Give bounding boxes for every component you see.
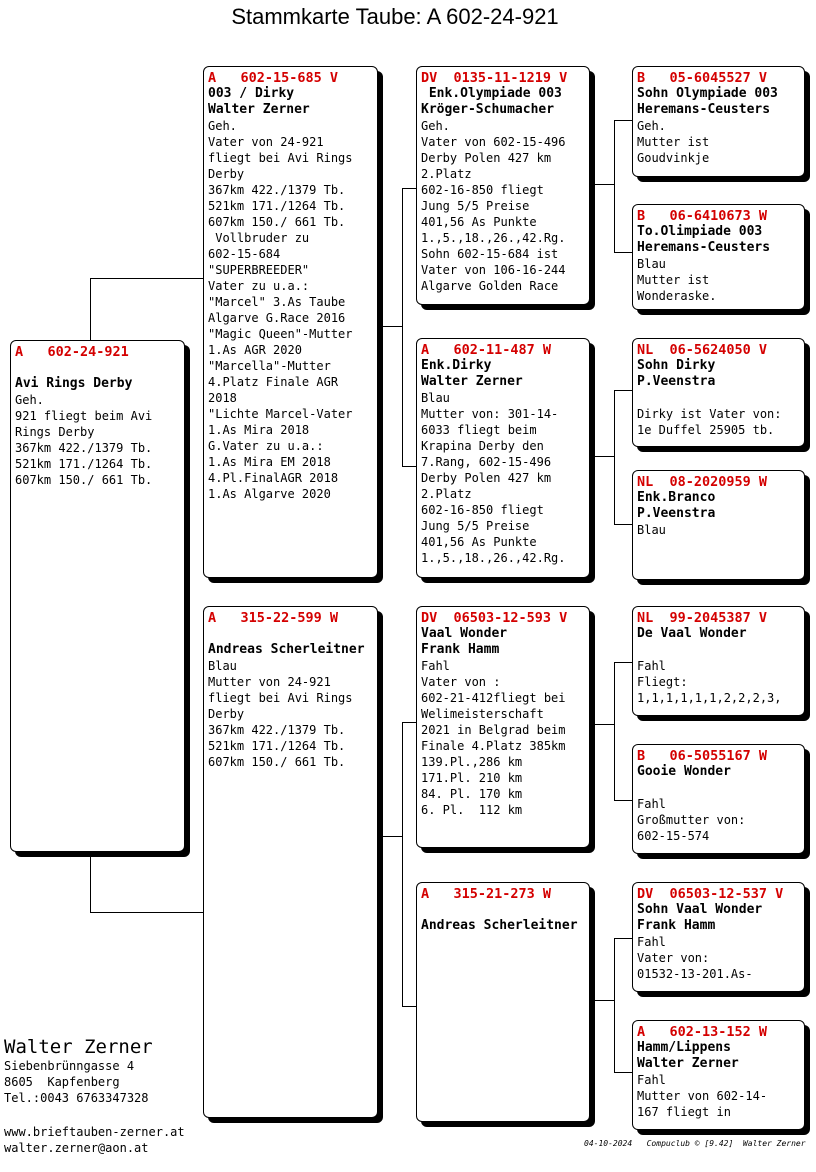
connector-line [614, 390, 632, 391]
pedigree-box-father-mother [416, 338, 590, 578]
bird-name-line: Kröger-Schumacher [421, 102, 555, 117]
bird-name-line: Sohn Vaal Wonder [637, 902, 763, 917]
bird-info-line: 521km 171./1264 Tb. [15, 457, 153, 471]
connector-line [590, 724, 614, 725]
pedigree-box-mff [632, 606, 805, 716]
connector-line [614, 252, 632, 253]
bird-info-line: Mutter von 602-14- [637, 1089, 768, 1103]
ring-number: DV 0135-11-1219 V [421, 70, 568, 86]
page-title: Stammkarte Taube: A 602-24-921 [231, 4, 559, 29]
ring-number: B 06-5055167 W [637, 748, 768, 764]
bird-name-line: Enk.Branco [637, 490, 716, 505]
bird-info-line: Jung 5/5 Preise [421, 199, 530, 213]
bird-name-line: To.Olimpiade 003 [637, 224, 763, 239]
bird-name-line: Andreas Scherleitner [421, 918, 578, 933]
bird-info-line: 921 fliegt beim Avi [15, 409, 153, 423]
bird-info-line: 7.Rang, 602-15-496 [421, 455, 552, 469]
breeder-street: Siebenbrünngasse 4 [4, 1059, 135, 1073]
connector-line [90, 278, 204, 279]
connector-line [378, 836, 402, 837]
bird-name-line: Sohn Dirky [637, 358, 716, 373]
bird-info-line: Welimeisterschaft [421, 707, 544, 721]
bird-name-line: Heremans-Ceusters [637, 102, 771, 117]
bird-name-line [421, 902, 585, 918]
connector-line [614, 938, 632, 939]
bird-name-line: Walter Zerner [421, 374, 523, 389]
bird-info-line: 1e Duffel 25905 tb. [637, 423, 775, 437]
pedigree-box-mother-mother [416, 882, 590, 1122]
bird-info-line: fliegt bei Avi Rings [208, 151, 353, 165]
bird-info-line: Derby [208, 167, 245, 181]
connector-line [590, 456, 614, 457]
ring-number: B 06-6410673 W [637, 208, 768, 224]
bird-info-line: "Marcella"-Mutter [208, 359, 331, 373]
bird-info-line: Algarve G.Race 2016 [208, 311, 346, 325]
bird-info-line: Großmutter von: [637, 813, 746, 827]
bird-info-line: 1.,5.,18.,26.,42.Rg. [421, 231, 566, 245]
connector-line [378, 326, 402, 327]
connector-line [402, 722, 403, 1006]
pedigree-box-father [203, 66, 378, 578]
connector-line [402, 722, 416, 723]
bird-info-line: Blau [421, 391, 450, 405]
connector-line [614, 662, 632, 663]
bird-info-line: 367km 422./1379 Tb. [208, 723, 346, 737]
bird-info-line: Mutter ist [637, 273, 710, 287]
bird-name-line: P.Veenstra [637, 506, 716, 521]
connector-line [90, 912, 204, 913]
bird-info-line: G.Vater zu u.a.: [208, 439, 324, 453]
bird-info-line: 602-15-684 [208, 247, 281, 261]
breeder-contact [4, 1124, 185, 1156]
bird-info-line: "Lichte Marcel-Vater [208, 407, 353, 421]
bird-info-line [637, 390, 800, 406]
bird-info-line: 1.As Mira 2018 [208, 423, 310, 437]
bird-info-line: fliegt bei Avi Rings [208, 691, 353, 705]
bird-info-line: 401,56 As Punkte [421, 535, 537, 549]
bird-info-line: 602-15-574 [637, 829, 710, 843]
connector-line [402, 188, 403, 466]
bird-info-line: Fahl [421, 659, 450, 673]
bird-info-line: Vater zu u.a.: [208, 279, 310, 293]
connector-line [614, 524, 632, 525]
connector-line [614, 120, 632, 121]
ring-number: B 05-6045527 V [637, 70, 768, 86]
bird-info-line: Rings Derby [15, 425, 95, 439]
ring-number: A 602-24-921 [15, 344, 129, 360]
pedigree-box-ffm [632, 204, 805, 310]
bird-info-line: 84. Pl. 170 km [421, 787, 523, 801]
bird-info-line: Derby Polen 427 km [421, 471, 552, 485]
bird-name-line: Walter Zerner [637, 1056, 739, 1071]
email-link[interactable]: walter.zerner@aon.at [4, 1141, 149, 1155]
bird-name-line: P.Veenstra [637, 374, 716, 389]
breeder-name: Walter Zerner [4, 1036, 153, 1058]
ring-number: A 602-13-152 W [637, 1024, 768, 1040]
connector-line [590, 1000, 614, 1001]
bird-info-line: Mutter von: 301-14- [421, 407, 559, 421]
bird-info-line: 1,1,1,1,1,1,2,2,2,3, [637, 691, 782, 705]
bird-name-line: Hamm/Lippens [637, 1040, 731, 1055]
connector-line [614, 120, 615, 252]
ring-number: A 602-15-685 V [208, 70, 339, 86]
bird-info-line: 367km 422./1379 Tb. [208, 183, 346, 197]
breeder-info [4, 1036, 153, 1106]
bird-info-line: Geh. [421, 119, 450, 133]
bird-info-line: Geh. [637, 119, 666, 133]
bird-info-line: 1.As Algarve 2020 [208, 487, 331, 501]
bird-info-line: 602-16-850 fliegt [421, 503, 544, 517]
bird-info-line: Jung 5/5 Preise [421, 519, 530, 533]
pedigree-box-fmf [632, 338, 805, 447]
bird-name-line: 003 / Dirky [208, 86, 295, 101]
ring-number: DV 06503-12-593 V [421, 610, 568, 626]
bird-info-line: 521km 171./1264 Tb. [208, 199, 346, 213]
bird-info-line: "Marcel" 3.As Taube [208, 295, 346, 309]
bird-info-line: 6033 fliegt beim [421, 423, 537, 437]
pedigree-box-fmm [632, 470, 805, 580]
bird-info-line: Vater von: [637, 951, 710, 965]
bird-info-line: Fliegt: [637, 675, 688, 689]
bird-info-line: 2021 in Belgrad beim [421, 723, 566, 737]
pedigree-box-fff [632, 66, 805, 177]
ring-number: A 602-11-487 W [421, 342, 552, 358]
bird-info-line: 607km 150./ 661 Tb. [208, 755, 346, 769]
bird-name-line: Andreas Scherleitner [208, 642, 365, 657]
bird-info-line: Geh. [208, 119, 237, 133]
bird-info-line: Derby Polen 427 km [421, 151, 552, 165]
bird-info-line: 167 fliegt in [637, 1105, 731, 1119]
bird-info-line: Mutter ist [637, 135, 710, 149]
bird-info-line: 401,56 As Punkte [421, 215, 537, 229]
ring-number: NL 06-5624050 V [637, 342, 768, 358]
pedigree-box-mmf [632, 882, 805, 992]
bird-info-line: 2.Platz [421, 487, 472, 501]
bird-info-line: Vater von : [421, 675, 501, 689]
connector-line [614, 662, 615, 800]
bird-info-line: 4.Platz Finale AGR [208, 375, 339, 389]
bird-info-line: 139.Pl.,286 km [421, 755, 523, 769]
bird-info-line: 607km 150./ 661 Tb. [15, 473, 153, 487]
bird-info-line: Derby [208, 707, 245, 721]
bird-info-line [637, 642, 800, 658]
pedigree-box-mfm [632, 744, 805, 854]
bird-name-line: Enk.Olympiade 003 [421, 86, 562, 101]
bird-name-line: Frank Hamm [421, 642, 500, 657]
bird-name-line: Gooie Wonder [637, 764, 731, 779]
bird-info-line: Vater von 24-921 [208, 135, 324, 149]
bird-info-line: Dirky ist Vater von: [637, 407, 782, 421]
bird-info-line: Geh. [15, 393, 44, 407]
connector-line [614, 938, 615, 1072]
pedigree-box-mother [203, 606, 378, 1118]
bird-info-line: 2018 [208, 391, 237, 405]
bird-info-line: 1.As AGR 2020 [208, 343, 302, 357]
bird-info-line: 607km 150./ 661 Tb. [208, 215, 346, 229]
ring-number: A 315-21-273 W [421, 886, 552, 902]
bird-info-line: 367km 422./1379 Tb. [15, 441, 153, 455]
bird-name-line: Enk.Dirky [421, 358, 492, 373]
bird-info-line: Blau [637, 257, 666, 271]
bird-info-line: "Magic Queen"-Mutter [208, 327, 353, 341]
bird-info-line: Vater von 602-15-496 [421, 135, 566, 149]
bird-info-line: Goudvinkje [637, 151, 710, 165]
bird-name-line: Avi Rings Derby [15, 376, 133, 391]
connector-line [590, 184, 614, 185]
pedigree-box-father-father [416, 66, 590, 305]
connector-line [614, 800, 632, 801]
bird-info-line: 1.As Mira EM 2018 [208, 455, 331, 469]
bird-info-line: 171.Pl. 210 km [421, 771, 523, 785]
bird-info-line: Wonderaske. [637, 289, 717, 303]
connector-line [90, 852, 91, 912]
connector-line [614, 1072, 632, 1073]
bird-info-line: 01532-13-201.As- [637, 967, 753, 981]
website-link[interactable]: www.brieftauben-zerner.at [4, 1125, 185, 1139]
bird-info-line: 6. Pl. 112 km [421, 803, 523, 817]
bird-info-line: 602-21-412fliegt bei [421, 691, 566, 705]
bird-name-line: Frank Hamm [637, 918, 716, 933]
bird-info-line: Algarve Golden Race [421, 279, 559, 293]
connector-line [402, 466, 416, 467]
pedigree-box-mother-father [416, 606, 590, 848]
bird-info-line: Fahl [637, 659, 666, 673]
bird-name-line: De Vaal Wonder [637, 626, 747, 641]
bird-info-line: 602-16-850 fliegt [421, 183, 544, 197]
bird-info-line: Sohn 602-15-684 ist [421, 247, 559, 261]
bird-name-line: Vaal Wonder [421, 626, 508, 641]
bird-info-line: 1.,5.,18.,26.,42.Rg. [421, 551, 566, 565]
bird-info-line: Mutter von 24-921 [208, 675, 331, 689]
ring-number: DV 06503-12-537 V [637, 886, 784, 902]
bird-info-line: 4.Pl.FinalAGR 2018 [208, 471, 339, 485]
bird-info-line: Vollbruder zu [208, 231, 310, 245]
connector-line [90, 278, 91, 341]
bird-info-line: Vater von 106-16-244 [421, 263, 566, 277]
bird-info-line [637, 780, 800, 796]
bird-info-line: Blau [208, 659, 237, 673]
connector-line [402, 1006, 416, 1007]
connector-line [402, 188, 416, 189]
bird-info-line: Finale 4.Platz 385km [421, 739, 566, 753]
bird-info-line: "SUPERBREEDER" [208, 263, 310, 277]
bird-info-line: Blau [637, 523, 666, 537]
print-stamp: 04-10-2024 Compuclub © [9.42] Walter Zerner [584, 1139, 806, 1148]
bird-info-line: Fahl [637, 1073, 666, 1087]
bird-info-line: Krapina Derby den [421, 439, 544, 453]
connector-line [614, 390, 615, 524]
breeder-city: 8605 Kapfenberg [4, 1075, 120, 1089]
bird-info-line: Fahl [637, 935, 666, 949]
bird-name-line: Sohn Olympiade 003 [637, 86, 778, 101]
bird-info-line: 521km 171./1264 Tb. [208, 739, 346, 753]
bird-name-line: Heremans-Ceusters [637, 240, 771, 255]
pedigree-box-subject [10, 340, 185, 852]
bird-name-line [15, 360, 180, 376]
ring-number: NL 08-2020959 W [637, 474, 768, 490]
breeder-phone: Tel.:0043 6763347328 [4, 1091, 149, 1105]
bird-name-line [208, 626, 373, 642]
bird-info-line: Fahl [637, 797, 666, 811]
pedigree-box-mmm [632, 1020, 805, 1130]
bird-info-line: 2.Platz [421, 167, 472, 181]
ring-number: NL 99-2045387 V [637, 610, 768, 626]
ring-number: A 315-22-599 W [208, 610, 339, 626]
bird-name-line: Walter Zerner [208, 102, 310, 117]
